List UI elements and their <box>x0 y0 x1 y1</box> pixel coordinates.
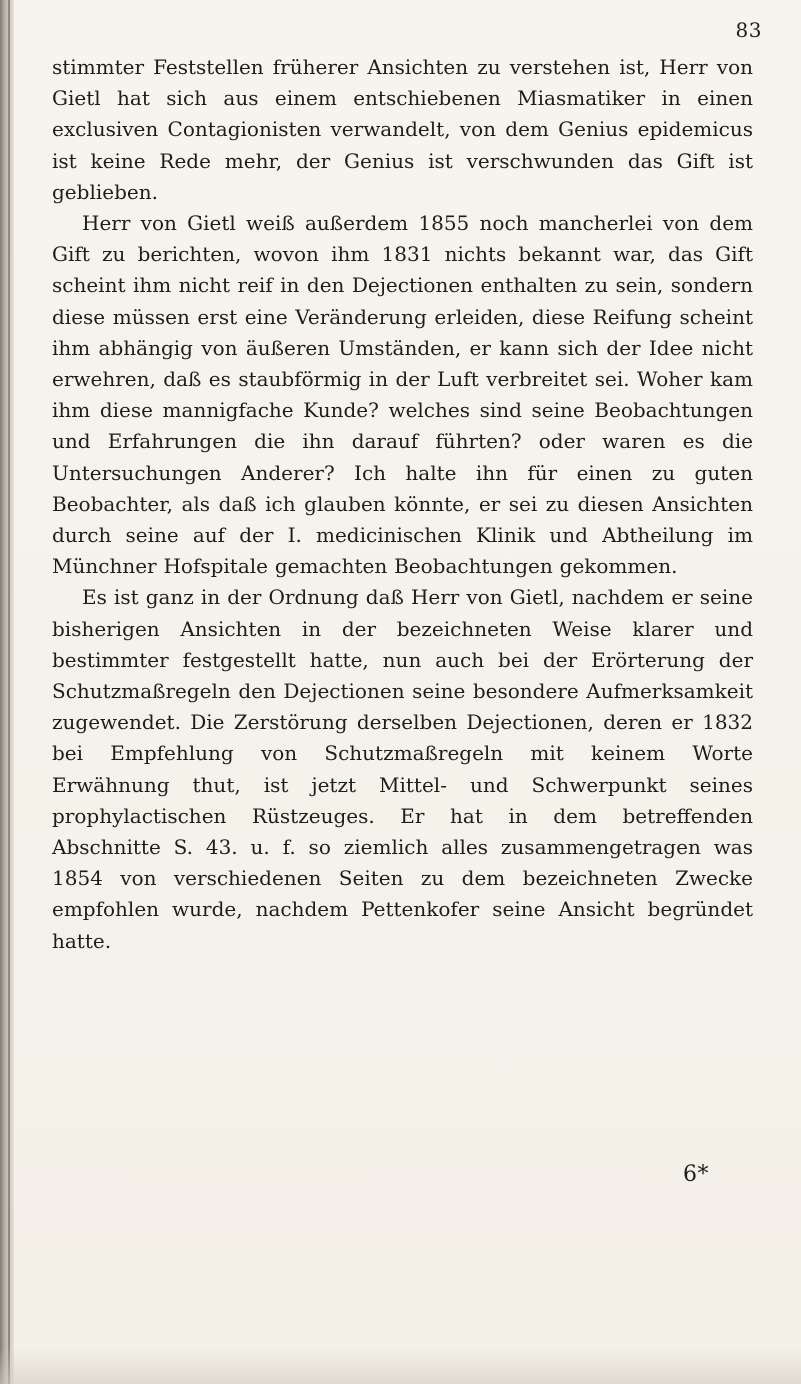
paragraph-1: stimmter Feststellen früherer Ansichten zu verstehen ist, Herr von Gietl hat sich aus einem entschiebenen Miasmatiker in einen exclusiven Contagionisten verwandelt, von dem Genius epidemicus ist keine Rede mehr, der Genius ist verschwunden das Gift ist geblieben. <box>52 55 753 204</box>
paragraph-3: Es ist ganz in der Ordnung daß Herr von Gietl, nachdem er seine bisherigen Ansichten in der bezeichneten Weise klarer und bestimmter festgestellt hatte, nun auch bei der Erörterung der Schutzmaßregeln den Dejectionen seine besondere Aufmerksamkeit zugewendet. Die Zerstörung derselben Dejectionen, deren er 1832 bei Empfehlung von Schutzmaßregeln mit keinem Worte Erwähnung thut, ist jetzt Mittel- und Schwerpunkt seines prophylactischen Rüstzeuges. Er hat in dem betreffenden Abschnitte S. 43. u. f. so ziemlich alles zusammengetragen was 1854 von verschiedenen Seiten zu dem bezeichneten Zwecke empfohlen wurde, nachdem Pettenkofer seine Ansicht begründet hatte. <box>52 585 753 953</box>
page-bottom-shadow <box>0 1348 801 1384</box>
page-binding-shadow <box>0 0 14 1384</box>
printer-signature-mark: 6* <box>683 1162 709 1187</box>
page-edge-line <box>8 0 10 1384</box>
page-number: 83 <box>735 18 762 42</box>
page-text-body <box>52 52 753 957</box>
paragraph-2: Herr von Gietl weiß außerdem 1855 noch mancherlei von dem Gift zu berichten, wovon ihm 1831 nichts bekannt war, das Gift scheint ihm nicht reif in den Dejectionen enthalten zu sein, sondern diese müssen erst eine Veränderung erleiden, diese Reifung scheint ihm abhängig von äußeren Umständen, er kann sich der Idee nicht erwehren, daß es staubförmig in der Luft verbreitet sei. Woher kam ihm diese mannigfache Kunde? welches sind seine Beobachtungen und Erfahrungen die ihn darauf führten? oder waren es die Untersuchungen Anderer? Ich halte ihn für einen zu guten Beobachter, als daß ich glauben könnte, er sei zu diesen Ansichten durch seine auf der I. medicinischen Klinik und Abtheilung im Münchner Hofspitale gemachten Beobachtungen gekommen. <box>52 211 753 579</box>
